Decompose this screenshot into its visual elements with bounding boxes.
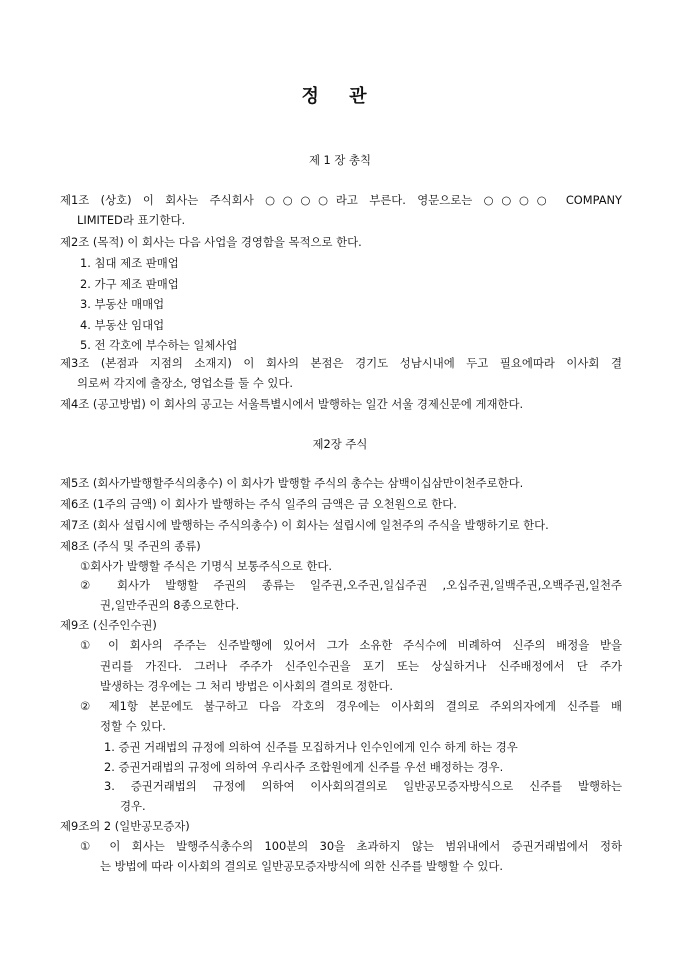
article-8-para-2-line-1: ② 회사가 발행할 주권의 종류는 일주권,오주권,일십주권 ,오십주권,일백주권,오백주권,일천주 <box>80 578 622 592</box>
article-9-para-1-line-3: 발생하는 경우에는 그 처리 방법은 이사회의 결의로 정한다. <box>100 679 394 693</box>
article-2-item-1: 1. 침대 제조 판매업 <box>80 256 179 270</box>
article-2-item-3: 3. 부동산 매매업 <box>80 297 165 311</box>
article-1-line-2: LIMITED라 표기한다. <box>77 213 186 227</box>
chapter-2-heading: 제2장 주식 <box>312 437 368 451</box>
article-1-line-1: 제1조 (상호) 이 회사는 주식회사 ○○○○라고 부른다. 영문으로는 ○○○○ COMPANY <box>60 193 622 207</box>
article-2-item-2: 2. 가구 제조 판매업 <box>80 277 179 291</box>
article-8-para-2-line-2: 권,일만주권의 8종으로한다. <box>100 598 240 612</box>
article-2: 제2조 (목적) 이 회사는 다음 사업을 경영함을 목적으로 한다. <box>60 235 362 249</box>
article-3-line-1: 제3조 (본점과 지점의 소재지) 이 회사의 본점은 경기도 성남시내에 두고 필요에따라 이사회 결 <box>60 356 622 370</box>
article-9-item-3-line-2: 경우. <box>120 799 146 813</box>
article-9: 제9조 (신주인수권) <box>60 618 157 632</box>
article-8-para-1: ①회사가 발행할 주식은 기명식 보통주식으로 한다. <box>80 559 333 573</box>
article-9-item-2: 2. 증권거래법의 규정에 의하여 우리사주 조합원에게 신주를 우선 배정하는 경우. <box>104 760 504 774</box>
article-9-para-1-line-2: 권리를 가진다. 그러나 주주가 신주인수권을 포기 또는 상실하거나 신주배정에서 단 주가 <box>100 659 622 673</box>
chapter-1-heading: 제 1 장 총칙 <box>308 153 372 167</box>
article-7: 제7조 (회사 설립시에 발행하는 주식의총수) 이 회사는 설립시에 일천주의 주식을 발행하기로 한다. <box>60 518 549 532</box>
article-9-item-3-line-1: 3. 증권거래법의 규정에 의하여 이사회의결의로 일반공모증자방식으로 신주를 발행하는 <box>104 779 622 793</box>
article-9-para-1-line-1: ① 이 회사의 주주는 신주발행에 있어서 그가 소유한 주식수에 비례하여 신주의 배정을 받을 <box>80 638 622 652</box>
article-9-2-para-1-line-2: 는 방법에 따라 이사회의 결의로 일반공모증자방식에 의한 신주를 발행할 수 있다. <box>100 859 503 873</box>
article-9-para-2-line-1: ② 제1항 본문에도 불구하고 다음 각호의 경우에는 이사회의 결의로 주외의자에게 신주를 배 <box>80 699 622 713</box>
article-9-para-2-line-2: 정할 수 있다. <box>100 719 166 733</box>
article-3-line-2: 의로써 각지에 출장소, 영업소를 둘 수 있다. <box>77 376 294 390</box>
article-9-item-1: 1. 증권 거래법의 규정에 의하여 신주를 모집하거나 인수인에게 인수 하게 하는 경우 <box>104 740 518 754</box>
document-title: 정 관 <box>301 86 379 107</box>
article-9-2: 제9조의 2 (일반공모증자) <box>60 819 190 833</box>
article-2-item-4: 4. 부동산 임대업 <box>80 318 165 332</box>
article-4: 제4조 (공고방법) 이 회사의 공고는 서울특별시에서 발행하는 일간 서울 경제신문에 게재한다. <box>60 397 524 411</box>
article-6: 제6조 (1주의 금액) 이 회사가 발행하는 주식 일주의 금액은 금 오천원으로 한다. <box>60 497 457 511</box>
article-8: 제8조 (주식 및 주권의 종류) <box>60 539 201 553</box>
article-9-2-para-1-line-1: ① 이 회사는 발행주식총수의 100분의 30을 초과하지 않는 범위내에서 증권거래법에서 정하 <box>80 839 622 853</box>
article-5: 제5조 (회사가발행할주식의총수) 이 회사가 발행할 주식의 총수는 삼백이십삼만이천주로한다. <box>60 476 524 490</box>
article-2-item-5: 5. 전 각호에 부수하는 일체사업 <box>80 338 238 352</box>
